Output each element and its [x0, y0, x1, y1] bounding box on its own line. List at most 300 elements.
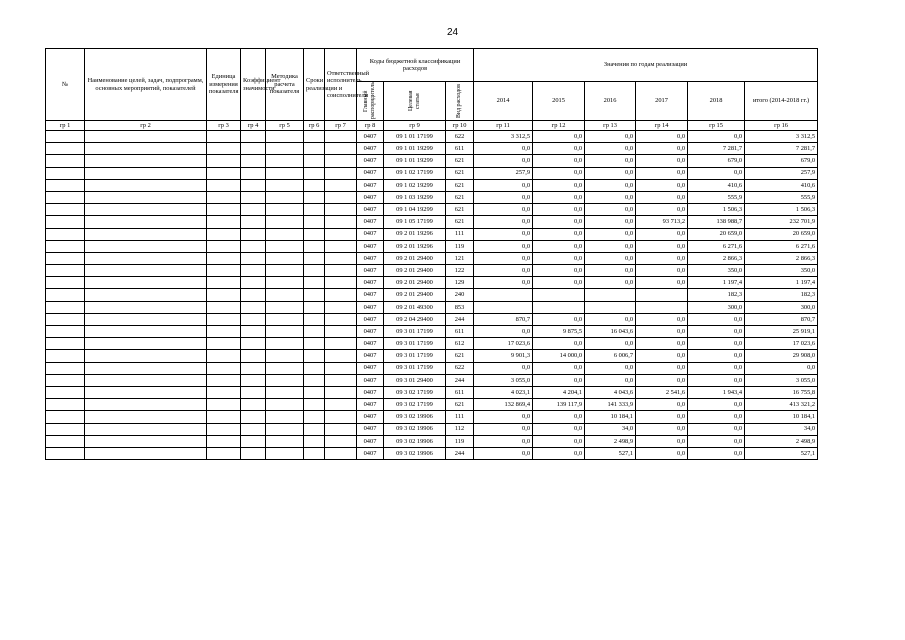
- total-cell: 6 271,6: [745, 240, 818, 252]
- num-cell: [46, 447, 85, 459]
- header-total: итого (2014-2018 гг.): [745, 82, 818, 121]
- code-cell: 0407: [357, 289, 384, 301]
- value-2016-cell: 0,0: [585, 313, 636, 325]
- num-cell: [46, 423, 85, 435]
- name-cell: [85, 179, 207, 191]
- table-row: [46, 265, 818, 277]
- value-2016-cell: 0,0: [585, 228, 636, 240]
- name-cell: [85, 191, 207, 203]
- coef-cell: [241, 179, 266, 191]
- total-cell: 29 908,0: [745, 350, 818, 362]
- value-2018-cell: 182,3: [688, 289, 745, 301]
- resp-cell: [325, 191, 357, 203]
- unit-cell: [207, 131, 241, 143]
- header-code-main: [357, 82, 384, 121]
- num-cell: [46, 386, 85, 398]
- total-cell: 555,9: [745, 191, 818, 203]
- table-row: [46, 374, 818, 386]
- value-2015-cell: 0,0: [533, 252, 585, 264]
- code-cell: 0407: [357, 240, 384, 252]
- total-cell: 2 866,3: [745, 252, 818, 264]
- code-cell: 0407: [357, 179, 384, 191]
- coef-cell: [241, 240, 266, 252]
- name-cell: [85, 265, 207, 277]
- terms-cell: [304, 131, 325, 143]
- resp-cell: [325, 228, 357, 240]
- value-2017-cell: 0,0: [636, 155, 688, 167]
- terms-cell: [304, 399, 325, 411]
- article-cell: 09 1 03 19299: [384, 191, 446, 203]
- article-cell: 09 3 01 29400: [384, 374, 446, 386]
- num-cell: [46, 167, 85, 179]
- resp-cell: [325, 216, 357, 228]
- terms-cell: [304, 277, 325, 289]
- unit-cell: [207, 399, 241, 411]
- value-2016-cell: 0,0: [585, 338, 636, 350]
- value-2017-cell: 0,0: [636, 143, 688, 155]
- method-cell: [266, 167, 304, 179]
- terms-cell: [304, 313, 325, 325]
- column-number: гр 14: [636, 121, 688, 131]
- value-2017-cell: 0,0: [636, 240, 688, 252]
- code-cell: 0407: [357, 447, 384, 459]
- resp-cell: [325, 411, 357, 423]
- name-cell: [85, 399, 207, 411]
- table-row: [46, 167, 818, 179]
- code-cell: 0407: [357, 411, 384, 423]
- header-code-article: [384, 82, 446, 121]
- terms-cell: [304, 447, 325, 459]
- table-row: [46, 131, 818, 143]
- value-2016-cell: 0,0: [585, 265, 636, 277]
- table-row: [46, 338, 818, 350]
- terms-cell: [304, 228, 325, 240]
- value-2015-cell: 14 000,0: [533, 350, 585, 362]
- total-cell: 232 701,9: [745, 216, 818, 228]
- value-2018-cell: 6 271,6: [688, 240, 745, 252]
- article-cell: 09 2 01 19296: [384, 240, 446, 252]
- name-cell: [85, 386, 207, 398]
- type-cell: 122: [446, 265, 474, 277]
- value-2017-cell: 0,0: [636, 411, 688, 423]
- value-2014-cell: 870,7: [474, 313, 533, 325]
- type-cell: 612: [446, 338, 474, 350]
- type-cell: 621: [446, 399, 474, 411]
- value-2016-cell: 0,0: [585, 374, 636, 386]
- column-number: гр 6: [304, 121, 325, 131]
- value-2017-cell: 0,0: [636, 167, 688, 179]
- total-cell: 0,0: [745, 362, 818, 374]
- terms-cell: [304, 423, 325, 435]
- name-cell: [85, 131, 207, 143]
- coef-cell: [241, 313, 266, 325]
- value-2016-cell: 0,0: [585, 191, 636, 203]
- total-cell: 300,0: [745, 301, 818, 313]
- num-cell: [46, 143, 85, 155]
- unit-cell: [207, 216, 241, 228]
- resp-cell: [325, 374, 357, 386]
- type-cell: 244: [446, 374, 474, 386]
- unit-cell: [207, 435, 241, 447]
- num-cell: [46, 252, 85, 264]
- total-cell: 870,7: [745, 313, 818, 325]
- type-cell: 240: [446, 289, 474, 301]
- code-cell: 0407: [357, 338, 384, 350]
- terms-cell: [304, 143, 325, 155]
- page-number: 24: [446, 27, 459, 38]
- type-cell: 611: [446, 143, 474, 155]
- value-2017-cell: 0,0: [636, 423, 688, 435]
- header-year-2015: 2015: [533, 82, 585, 121]
- type-cell: 622: [446, 131, 474, 143]
- num-cell: [46, 265, 85, 277]
- value-2018-cell: 2 866,3: [688, 252, 745, 264]
- value-2018-cell: 300,0: [688, 301, 745, 313]
- total-cell: 1 197,4: [745, 277, 818, 289]
- value-2015-cell: 0,0: [533, 423, 585, 435]
- method-cell: [266, 423, 304, 435]
- column-number: гр 13: [585, 121, 636, 131]
- value-2016-cell: 0,0: [585, 204, 636, 216]
- value-2018-cell: 138 988,7: [688, 216, 745, 228]
- total-cell: 527,1: [745, 447, 818, 459]
- value-2016-cell: 0,0: [585, 240, 636, 252]
- unit-cell: [207, 313, 241, 325]
- terms-cell: [304, 338, 325, 350]
- table-row: [46, 350, 818, 362]
- header-code-article-text: Целевая статья: [407, 90, 421, 112]
- coef-cell: [241, 155, 266, 167]
- header-num: №: [46, 49, 85, 121]
- code-cell: 0407: [357, 313, 384, 325]
- code-cell: 0407: [357, 301, 384, 313]
- table-row: [46, 228, 818, 240]
- type-cell: 621: [446, 204, 474, 216]
- type-cell: 244: [446, 447, 474, 459]
- method-cell: [266, 411, 304, 423]
- column-number: гр 7: [325, 121, 357, 131]
- total-cell: 17 023,6: [745, 338, 818, 350]
- value-2014-cell: 132 869,4: [474, 399, 533, 411]
- num-cell: [46, 131, 85, 143]
- code-cell: 0407: [357, 362, 384, 374]
- type-cell: 121: [446, 252, 474, 264]
- value-2015-cell: 0,0: [533, 240, 585, 252]
- table-row: [46, 179, 818, 191]
- num-cell: [46, 216, 85, 228]
- value-2018-cell: 0,0: [688, 411, 745, 423]
- table-row: [46, 143, 818, 155]
- code-cell: 0407: [357, 216, 384, 228]
- value-2014-cell: 0,0: [474, 435, 533, 447]
- unit-cell: [207, 143, 241, 155]
- total-cell: 350,0: [745, 265, 818, 277]
- value-2014-cell: 0,0: [474, 265, 533, 277]
- unit-cell: [207, 228, 241, 240]
- resp-cell: [325, 447, 357, 459]
- value-2016-cell: 0,0: [585, 179, 636, 191]
- terms-cell: [304, 155, 325, 167]
- article-cell: 09 3 02 19906: [384, 447, 446, 459]
- coef-cell: [241, 228, 266, 240]
- value-2014-cell: 0,0: [474, 277, 533, 289]
- value-2015-cell: 0,0: [533, 362, 585, 374]
- num-cell: [46, 191, 85, 203]
- value-2014-cell: 4 023,1: [474, 386, 533, 398]
- article-cell: 09 2 01 29400: [384, 265, 446, 277]
- article-cell: 09 3 02 19906: [384, 411, 446, 423]
- coef-cell: [241, 216, 266, 228]
- unit-cell: [207, 301, 241, 313]
- value-2018-cell: 0,0: [688, 350, 745, 362]
- table-row: [46, 216, 818, 228]
- coef-cell: [241, 191, 266, 203]
- column-number: гр 11: [474, 121, 533, 131]
- value-2014-cell: 3 312,5: [474, 131, 533, 143]
- total-cell: 1 506,3: [745, 204, 818, 216]
- code-cell: 0407: [357, 155, 384, 167]
- name-cell: [85, 411, 207, 423]
- resp-cell: [325, 435, 357, 447]
- value-2018-cell: 20 659,0: [688, 228, 745, 240]
- article-cell: 09 3 02 19906: [384, 435, 446, 447]
- article-cell: 09 2 01 29400: [384, 289, 446, 301]
- num-cell: [46, 411, 85, 423]
- num-cell: [46, 240, 85, 252]
- article-cell: 09 1 02 17199: [384, 167, 446, 179]
- coef-cell: [241, 411, 266, 423]
- article-cell: 09 3 01 17199: [384, 326, 446, 338]
- num-cell: [46, 289, 85, 301]
- coef-cell: [241, 362, 266, 374]
- name-cell: [85, 167, 207, 179]
- name-cell: [85, 204, 207, 216]
- value-2018-cell: 0,0: [688, 338, 745, 350]
- value-2015-cell: 0,0: [533, 277, 585, 289]
- column-number: гр 16: [745, 121, 818, 131]
- num-cell: [46, 435, 85, 447]
- terms-cell: [304, 216, 325, 228]
- value-2016-cell: [585, 301, 636, 313]
- name-cell: [85, 228, 207, 240]
- value-2018-cell: 555,9: [688, 191, 745, 203]
- coef-cell: [241, 423, 266, 435]
- code-cell: 0407: [357, 265, 384, 277]
- terms-cell: [304, 167, 325, 179]
- table-row: [46, 399, 818, 411]
- value-2017-cell: 2 541,6: [636, 386, 688, 398]
- unit-cell: [207, 167, 241, 179]
- name-cell: [85, 155, 207, 167]
- article-cell: 09 3 02 19906: [384, 423, 446, 435]
- method-cell: [266, 350, 304, 362]
- value-2017-cell: 0,0: [636, 338, 688, 350]
- value-2015-cell: 0,0: [533, 228, 585, 240]
- total-cell: 34,0: [745, 423, 818, 435]
- coef-cell: [241, 204, 266, 216]
- num-cell: [46, 179, 85, 191]
- method-cell: [266, 216, 304, 228]
- header-year-2017: 2017: [636, 82, 688, 121]
- type-cell: 112: [446, 423, 474, 435]
- value-2018-cell: 1 943,4: [688, 386, 745, 398]
- value-2017-cell: 0,0: [636, 252, 688, 264]
- header-name: Наименование целей, задач, подпрограмм, основных мероприятий, показателей: [85, 49, 207, 121]
- total-cell: 410,6: [745, 179, 818, 191]
- coef-cell: [241, 386, 266, 398]
- coef-cell: [241, 167, 266, 179]
- unit-cell: [207, 386, 241, 398]
- method-cell: [266, 362, 304, 374]
- name-cell: [85, 240, 207, 252]
- value-2014-cell: 0,0: [474, 447, 533, 459]
- total-cell: 25 919,1: [745, 326, 818, 338]
- value-2014-cell: [474, 301, 533, 313]
- resp-cell: [325, 301, 357, 313]
- resp-cell: [325, 326, 357, 338]
- method-cell: [266, 313, 304, 325]
- column-number: гр 4: [241, 121, 266, 131]
- terms-cell: [304, 240, 325, 252]
- code-cell: 0407: [357, 374, 384, 386]
- num-cell: [46, 399, 85, 411]
- value-2016-cell: 4 043,6: [585, 386, 636, 398]
- total-cell: 257,9: [745, 167, 818, 179]
- terms-cell: [304, 179, 325, 191]
- value-2014-cell: 0,0: [474, 326, 533, 338]
- value-2014-cell: 0,0: [474, 411, 533, 423]
- column-number: гр 10: [446, 121, 474, 131]
- num-cell: [46, 228, 85, 240]
- value-2014-cell: 0,0: [474, 143, 533, 155]
- method-cell: [266, 204, 304, 216]
- terms-cell: [304, 204, 325, 216]
- value-2014-cell: 17 023,6: [474, 338, 533, 350]
- num-cell: [46, 204, 85, 216]
- value-2015-cell: 0,0: [533, 447, 585, 459]
- total-cell: 20 659,0: [745, 228, 818, 240]
- value-2017-cell: 0,0: [636, 277, 688, 289]
- method-cell: [266, 240, 304, 252]
- unit-cell: [207, 252, 241, 264]
- type-cell: 611: [446, 326, 474, 338]
- unit-cell: [207, 362, 241, 374]
- method-cell: [266, 386, 304, 398]
- type-cell: 129: [446, 277, 474, 289]
- value-2018-cell: 410,6: [688, 179, 745, 191]
- name-cell: [85, 374, 207, 386]
- value-2018-cell: 0,0: [688, 167, 745, 179]
- type-cell: 621: [446, 155, 474, 167]
- article-cell: 09 2 04 29400: [384, 313, 446, 325]
- value-2018-cell: 7 281,7: [688, 143, 745, 155]
- total-cell: 413 321,2: [745, 399, 818, 411]
- resp-cell: [325, 131, 357, 143]
- name-cell: [85, 338, 207, 350]
- value-2018-cell: 0,0: [688, 326, 745, 338]
- method-cell: [266, 374, 304, 386]
- method-cell: [266, 179, 304, 191]
- header-code-type: [446, 82, 474, 121]
- column-number: гр 9: [384, 121, 446, 131]
- value-2017-cell: 0,0: [636, 374, 688, 386]
- unit-cell: [207, 350, 241, 362]
- article-cell: 09 3 02 17199: [384, 386, 446, 398]
- value-2016-cell: 527,1: [585, 447, 636, 459]
- article-cell: 09 3 01 17199: [384, 362, 446, 374]
- article-cell: 09 1 04 19299: [384, 204, 446, 216]
- article-cell: 09 1 01 17199: [384, 131, 446, 143]
- value-2015-cell: 139 117,9: [533, 399, 585, 411]
- resp-cell: [325, 204, 357, 216]
- name-cell: [85, 313, 207, 325]
- resp-cell: [325, 277, 357, 289]
- total-cell: 7 281,7: [745, 143, 818, 155]
- article-cell: 09 2 01 29400: [384, 252, 446, 264]
- value-2017-cell: 0,0: [636, 191, 688, 203]
- resp-cell: [325, 179, 357, 191]
- method-cell: [266, 289, 304, 301]
- value-2015-cell: 9 875,5: [533, 326, 585, 338]
- name-cell: [85, 362, 207, 374]
- code-cell: 0407: [357, 423, 384, 435]
- table-row: [46, 204, 818, 216]
- column-number: гр 2: [85, 121, 207, 131]
- unit-cell: [207, 265, 241, 277]
- terms-cell: [304, 289, 325, 301]
- value-2014-cell: 0,0: [474, 216, 533, 228]
- coef-cell: [241, 289, 266, 301]
- type-cell: 853: [446, 301, 474, 313]
- unit-cell: [207, 289, 241, 301]
- unit-cell: [207, 447, 241, 459]
- code-cell: 0407: [357, 399, 384, 411]
- header-code-type-text: Вид расходов: [456, 84, 463, 118]
- article-cell: 09 2 01 49300: [384, 301, 446, 313]
- total-cell: 679,0: [745, 155, 818, 167]
- value-2015-cell: 0,0: [533, 155, 585, 167]
- article-cell: 09 1 05 17199: [384, 216, 446, 228]
- value-2017-cell: [636, 289, 688, 301]
- value-2015-cell: 0,0: [533, 143, 585, 155]
- value-2018-cell: 0,0: [688, 447, 745, 459]
- value-2015-cell: 0,0: [533, 435, 585, 447]
- resp-cell: [325, 240, 357, 252]
- unit-cell: [207, 240, 241, 252]
- unit-cell: [207, 179, 241, 191]
- resp-cell: [325, 289, 357, 301]
- value-2017-cell: 0,0: [636, 350, 688, 362]
- resp-cell: [325, 423, 357, 435]
- value-2014-cell: 0,0: [474, 191, 533, 203]
- type-cell: 111: [446, 228, 474, 240]
- header-values-group: Значения по годам реализации: [474, 49, 818, 82]
- resp-cell: [325, 362, 357, 374]
- value-2016-cell: 0,0: [585, 167, 636, 179]
- code-cell: 0407: [357, 143, 384, 155]
- coef-cell: [241, 131, 266, 143]
- code-cell: 0407: [357, 277, 384, 289]
- method-cell: [266, 277, 304, 289]
- num-cell: [46, 338, 85, 350]
- type-cell: 621: [446, 216, 474, 228]
- header-year-2016: 2016: [585, 82, 636, 121]
- resp-cell: [325, 265, 357, 277]
- method-cell: [266, 143, 304, 155]
- unit-cell: [207, 191, 241, 203]
- unit-cell: [207, 423, 241, 435]
- column-number-row: [46, 121, 818, 131]
